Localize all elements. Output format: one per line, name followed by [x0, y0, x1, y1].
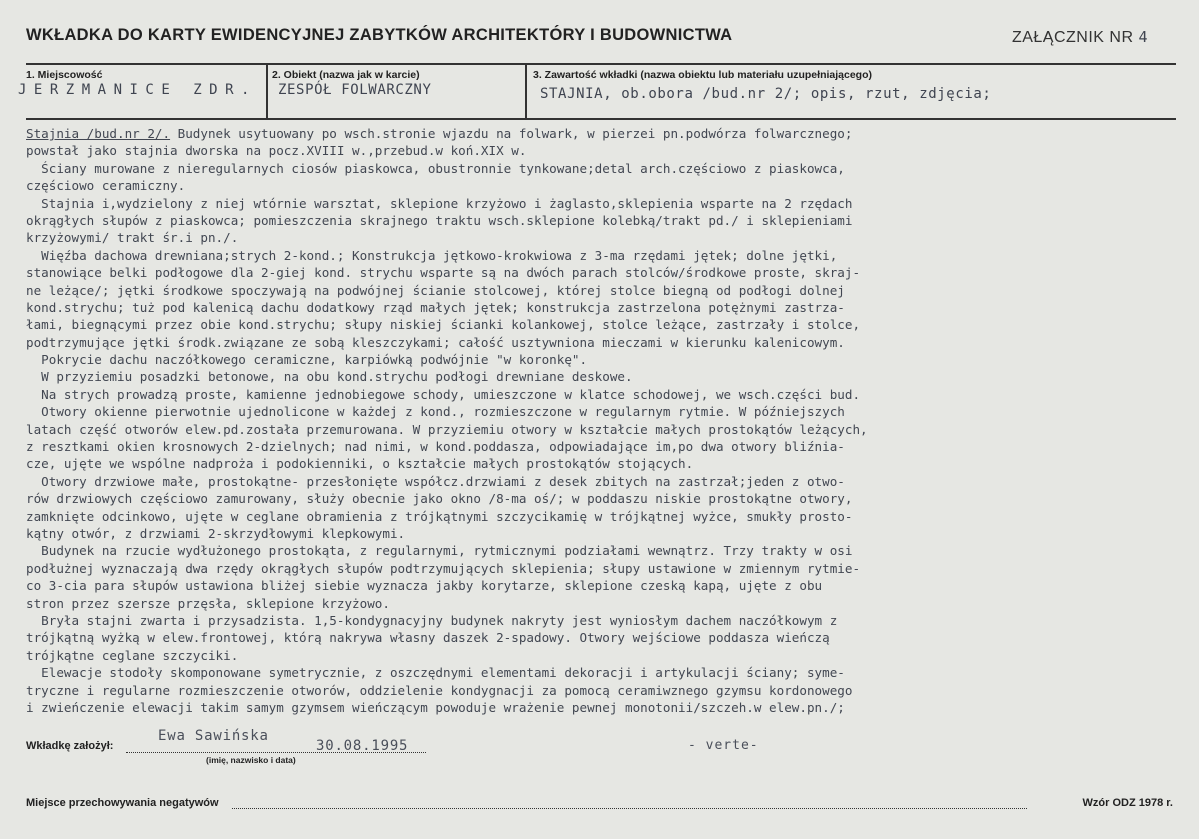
- body-line: łami, biegnącymi przez obie kond.strychu; słupy niskiej ścianki kolankowej, stolce leżące, zastrzały i stolce,: [26, 317, 861, 333]
- locality-value: JERZMANICE ZDR.: [18, 82, 257, 98]
- created-by-line: [126, 752, 426, 753]
- content-label: 3. Zawartość wkładki (nazwa obiektu lub materiału uzupełniającego): [533, 69, 872, 81]
- body-line: stron przez szersze przęsła, sklepione krzyżowo.: [26, 595, 390, 611]
- divider-2: [525, 63, 527, 119]
- body-line: W przyziemiu posadzki betonowe, na obu kond.strychu podłogi drewniane deskowe.: [26, 369, 633, 385]
- negatives-location-line: [232, 808, 1027, 809]
- body-line: Pokrycie dachu naczółkowego ceramiczne, karpiówką podwójnie "w koronkę".: [26, 352, 588, 368]
- annex-number: 4: [1138, 28, 1148, 46]
- body-line: Budynek na rzucie wydłużonego prostokąta, z regularnymi, rytmicznymi podziałami wewnątrz. Trzy trakty w osi: [26, 543, 853, 559]
- content-value: STAJNIA, ob.obora /bud.nr 2/; opis, rzut, zdjęcia;: [540, 86, 992, 102]
- body-line: Na strych prowadzą proste, kamienne jednobiegowe schody, umieszczone w klatce schodowej, we wsch.części bud.: [26, 386, 861, 402]
- annex-label-text: ZAŁĄCZNIK NR: [1011, 29, 1134, 46]
- body-line: trójkątne ceglane szczyciki.: [26, 647, 239, 663]
- rule-fields-bottom: [26, 118, 1176, 120]
- body-line: Otwory drzwiowe małe, prostokątne- przesłonięte współcz.drzwiami z desek zbitych na zastrzał;jeden z otwo-: [26, 473, 845, 489]
- body-line: Więźba dachowa drewniana;strych 2-kond.; Konstrukcja jętkowo-krokwiowa z 3-ma rzędami jętek; dolne jętki,: [26, 247, 838, 263]
- body-line: rów drzwiowych częściowo zamurowany, służy obecnie jako okno /8-ma oś/; w poddaszu niskie prostokątne otwory,: [26, 491, 853, 507]
- form-id: Wzór ODZ 1978 r.: [1082, 797, 1173, 809]
- body-line: Elewacje stodoły skomponowane symetrycznie, z oszczędnymi elementami dekoracji i artykulacji ściany; syme-: [26, 665, 845, 681]
- rule-top: [26, 63, 1176, 65]
- negatives-location-label: Miejsce przechowywania negatywów: [26, 797, 219, 809]
- annex-label: [1012, 28, 1148, 47]
- created-by-sublabel: (imię, nazwisko i data): [206, 755, 296, 765]
- body-heading: Stajnia /bud.nr 2/.: [26, 126, 171, 141]
- body-line: kątny otwór, z drzwiami 2-skrzydłowymi klepkowymi.: [26, 525, 406, 541]
- body-line: Stajnia i,wydzielony z niej wtórnie warsztat, sklepione krzyżowo i żaglasto,sklepienia wsparte na 2 rzędach: [26, 195, 853, 211]
- body-line: stanowiące belki podłogowe dla 2-giej kond. strychu wsparte są na dwóch parach stolców/środkowe proste, skraj-: [26, 265, 861, 281]
- body-line: Otwory okienne pierwotnie ujednolicone w każdej z kond., rozmieszczone w regularnym rytmie. W późniejszych: [26, 404, 845, 420]
- description-text: [26, 125, 1186, 716]
- header: [26, 26, 1176, 56]
- body-line: cze, ujęte we wspólne nadproża i podokienniki, o kształcie małych prostokątów stojących.: [26, 456, 694, 472]
- verte-note: - verte-: [688, 738, 759, 753]
- object-label: 2. Obiekt (nazwa jak w karcie): [272, 69, 420, 81]
- body-line: zamknięte odcinkowo, ujęte w ceglane obramienia z trójkątnymi szczycikamię w trójkątnej wyżce, smukły prosto-: [26, 508, 853, 524]
- body-line: podtrzymujące jętki środk.związane ze sobą kleszczykami; całość usztywniona mieczami w kierunku kalenicowym.: [26, 334, 845, 350]
- body-line: ne leżące/; jętki środkowe spoczywają na podwójnej ścianie stolcowej, której stolce biegną od podłogi dolnej: [26, 282, 845, 298]
- created-by-label: Wkładkę założył:: [26, 740, 114, 752]
- body-line: Ściany murowane z nieregularnych ciosów piaskowca, obustronnie tynkowane;detal arch.częściowo z piaskowca,: [26, 160, 845, 176]
- document-title: WKŁADKA DO KARTY EWIDENCYJNEJ ZABYTKÓW ARCHITEKTÓRY I BUDOWNICTWA: [26, 26, 733, 44]
- body-line: Bryła stajni zwarta i przysadzista. 1,5-kondygnacyjny budynek nakryty jest wyniosłym dachem naczółkowym z: [26, 612, 838, 628]
- body-line: latach część otworów elew.pd.została przemurowana. W przyziemiu otwory w kształcie małych prostokątów leżących,: [26, 421, 868, 437]
- created-date: 30.08.1995: [316, 738, 409, 754]
- body-line: co 3-cia para słupów ustawiona bliżej siebie wyznacza jakby korytarze, sklepione czeską kapą, ujęte z obu: [26, 578, 823, 594]
- body-line: okrągłych słupów z piaskowca; pomieszczenia skrajnego traktu wsch.sklepione kolebką/trakt pd./ i sklepieniami: [26, 212, 853, 228]
- body-line: i zwieńczenie elewacji takim samym gzymsem wieńczącym powoduje wrażenie pewnej monotonii/szczeh.w elew.pn./;: [26, 699, 845, 715]
- body-line: z resztkami okien krosnowych 2-dzielnych; nad nimi, w kond.poddasza, odpowiadające im,po dwa otwory bliźnia-: [26, 439, 845, 455]
- object-value: ZESPÓŁ FOLWARCZNY: [278, 82, 432, 98]
- body-line: powstał jako stajnia dworska na pocz.XVIII w.,przebud.w koń.XIX w.: [26, 143, 527, 159]
- body-line: kond.strychu; tuż pod kalenicą dachu dodatkowy rząd małych jętek; konstrukcja zastrzelona potężnymi zastrza-: [26, 299, 845, 315]
- body-line: podłużnej wyznaczają dwa rzędy okrągłych słupów podtrzymujących sklepienia; słupy ustawione w zmiennym rytmie-: [26, 560, 861, 576]
- body-line: krzyżowymi/ trakt śr.i pn./.: [26, 230, 239, 246]
- locality-label: 1. Miejscowość: [26, 69, 103, 81]
- author-name: Ewa Sawińska: [158, 728, 269, 744]
- body-line: tryczne i regularne rozmieszczenie otworów, oddzielenie kondygnacji za pomocą ceramiwznego gzymsu kordonowego: [26, 682, 853, 698]
- body-line: częściowo ceramiczny.: [26, 178, 186, 194]
- body-line: trójkątną wyżką w elew.frontowej, którą nakrywa własny daszek 2-spadowy. Otwory wejściowe poddasza wieńczą: [26, 630, 830, 646]
- divider-1: [266, 63, 268, 119]
- body-line: Stajnia /bud.nr 2/. Budynek usytuowany po wsch.stronie wjazdu na folwark, w pierzei pn.podwórza folwarcznego;: [26, 126, 853, 141]
